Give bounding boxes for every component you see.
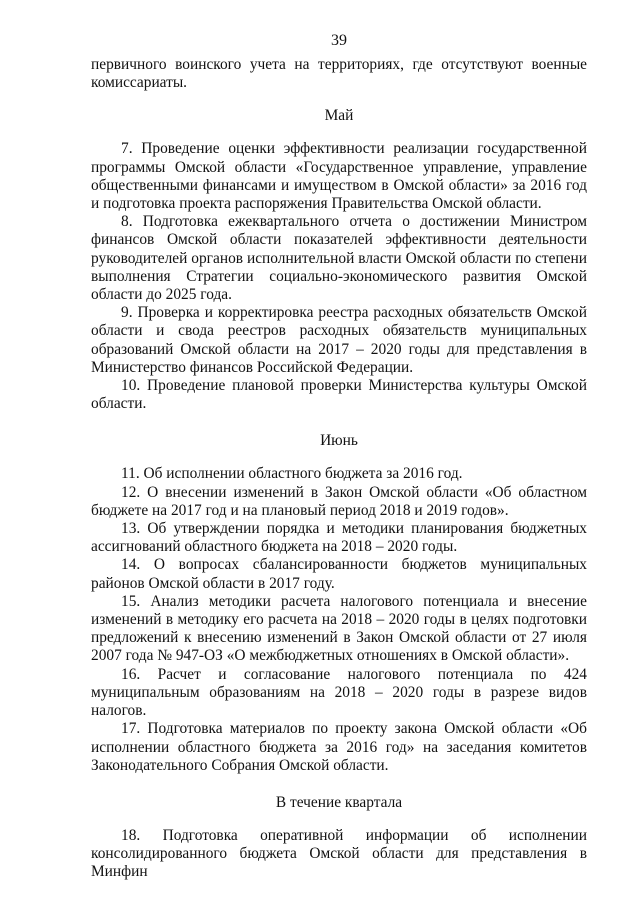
item-16: 16. Расчет и согласование налогового потенциала по 424 муниципальным образованиям на 2018 – 2020 годы в разрезе видов налогов.: [91, 665, 587, 720]
section-heading-quarter: В течение квартала: [275, 793, 403, 811]
item-11: 11. Об исполнении областного бюджета за 2016 год.: [121, 465, 463, 483]
intro-paragraph: первичного воинского учета на территориях, где отсутствуют военные комиссариаты.: [91, 56, 587, 92]
item-18: 18. Подготовка оперативной информации об исполнении консолидированного бюджета Омской области для представления в Минфин: [91, 826, 587, 881]
section-heading-may: Май: [324, 107, 354, 125]
item-15: 15. Анализ методики расчета налогового потенциала и внесение изменений в методику его расчета на 2018 – 2020 годы в целях подготовки предложений к внесению изменений в Закон Омской области от 27 июля 2007 года № 947-ОЗ «О межбюджетных отношениях в Омской области».: [91, 592, 587, 665]
page-number: 39: [331, 32, 347, 49]
item-7: 7. Проведение оценки эффективности реализации государственной программы Омской области «Государственное управление, управление общественными финансами и имуществом в Омской области» за 2016 год и подготовка проекта распоряжения Правительства Омской области.: [91, 140, 587, 213]
item-12: 12. О внесении изменений в Закон Омской области «Об областном бюджете на 2017 год и на плановый период 2018 и 2019 годов».: [91, 483, 587, 519]
item-14: 14. О вопросах сбалансированности бюджетов муниципальных районов Омской области в 2017 году.: [91, 556, 587, 592]
item-10: 10. Проведение плановой проверки Министерства культуры Омской области.: [91, 377, 587, 413]
item-9: 9. Проверка и корректировка реестра расходных обязательств Омской области и свода реестров расходных обязательств муниципальных образований Омской области на 2017 – 2020 годы для представления в Министерство финансов Российской Федерации.: [91, 304, 587, 376]
section-heading-june: Июнь: [320, 432, 358, 450]
item-8: 8. Подготовка ежеквартального отчета о достижении Министром финансов Омской области показателей эффективности деятельности руководителей органов исполнительной власти Омской области по степени выполнения Стратегии социально-экономического развития Омской области до 2025 года.: [91, 213, 587, 304]
item-13: 13. Об утверждении порядка и методики планирования бюджетных ассигнований областного бюджета на 2018 – 2020 годы.: [91, 520, 587, 556]
item-17: 17. Подготовка материалов по проекту закона Омской области «Об исполнении областного бюджета за 2016 год» на заседания комитетов Законодательного Собрания Омской области.: [91, 720, 587, 774]
